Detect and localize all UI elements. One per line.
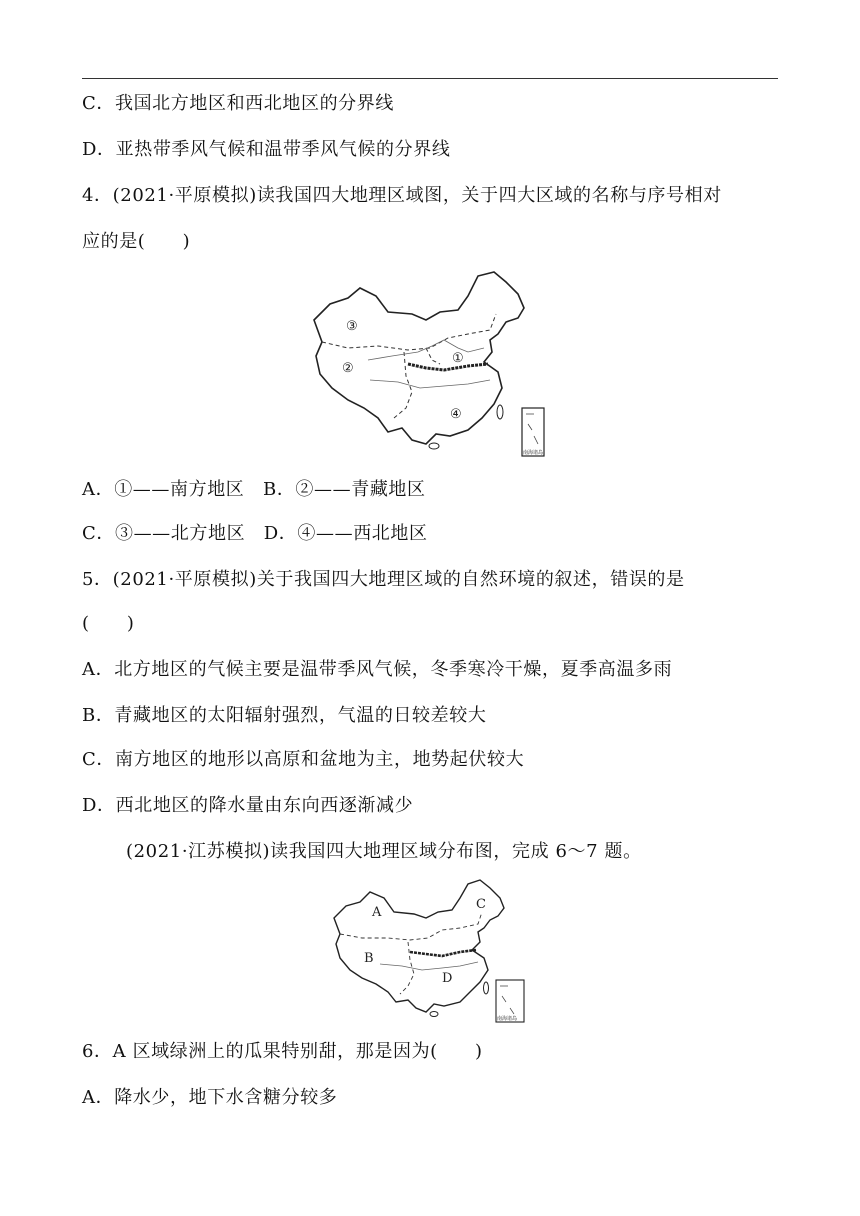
map2-label-c: C <box>476 897 486 912</box>
q4-options-line1: A．①——南方地区 B．②——青藏地区 <box>82 479 426 500</box>
q5-option-d: D．西北地区的降水量由东向西逐渐减少 <box>82 795 414 816</box>
boundary-north-south <box>426 348 440 364</box>
taiwan-island <box>497 405 503 419</box>
q5-option-c: C．南方地区的地形以高原和盆地为主，地势起伏较大 <box>82 749 525 770</box>
china-regions-map-1 <box>308 268 548 460</box>
intro-q6-q7: (2021·江苏模拟)读我国四大地理区域分布图，完成 6～7 题。 <box>126 841 642 862</box>
china-outline <box>314 272 524 444</box>
q6-option-a: A．降水少，地下水含糖分较多 <box>82 1087 338 1108</box>
inset-label-2: 南海诸岛 <box>497 1016 518 1022</box>
q5-option-b: B．青藏地区的太阳辐射强烈，气温的日较差较大 <box>82 705 487 726</box>
map2-label-d: D <box>442 971 453 986</box>
map1-label-4: ④ <box>450 407 462 422</box>
q4-options-line2: C．③——北方地区 D．④——西北地区 <box>82 523 428 544</box>
boundary-qinling <box>408 364 488 370</box>
q5-stem-line1: 5．(2021·平原模拟)关于我国四大地理区域的自然环境的叙述，错误的是 <box>82 569 685 590</box>
inset-label: 南海诸岛 <box>523 450 544 456</box>
map1-label-3: ③ <box>346 319 358 334</box>
q4-stem-line1: 4．(2021·平原模拟)读我国四大地理区域图，关于四大区域的名称与序号相对 <box>82 185 722 206</box>
hainan-island-2 <box>430 1012 438 1017</box>
map1-label-1: ① <box>452 351 464 366</box>
top-rule <box>82 78 778 79</box>
q6-stem: 6．A 区域绿洲上的瓜果特别甜，那是因为( ) <box>82 1041 483 1062</box>
boundary-north-northwest-2 <box>340 912 482 940</box>
boundary-qinling-2 <box>410 950 476 956</box>
map1-label-2: ② <box>342 361 354 376</box>
china-regions-map-2 <box>330 878 530 1024</box>
q3-option-d: D．亚热带季风气候和温带季风气候的分界线 <box>82 139 451 160</box>
q5-option-a: A．北方地区的气候主要是温带季风气候，冬季寒冷干燥，夏季高温多雨 <box>82 659 673 680</box>
q4-stem-line2: 应的是( ) <box>82 231 191 252</box>
river-yangtze-2 <box>380 962 478 970</box>
q3-option-c: C．我国北方地区和西北地区的分界线 <box>82 93 394 114</box>
taiwan-island-2 <box>484 982 489 994</box>
inset-box <box>522 408 544 456</box>
hainan-island <box>429 443 439 449</box>
map2-label-b: B <box>364 951 374 966</box>
river-yellow <box>368 340 484 360</box>
map2-label-a: A <box>372 905 382 920</box>
river-yangtze <box>370 380 490 388</box>
q5-stem-line2: ( ) <box>82 613 135 634</box>
